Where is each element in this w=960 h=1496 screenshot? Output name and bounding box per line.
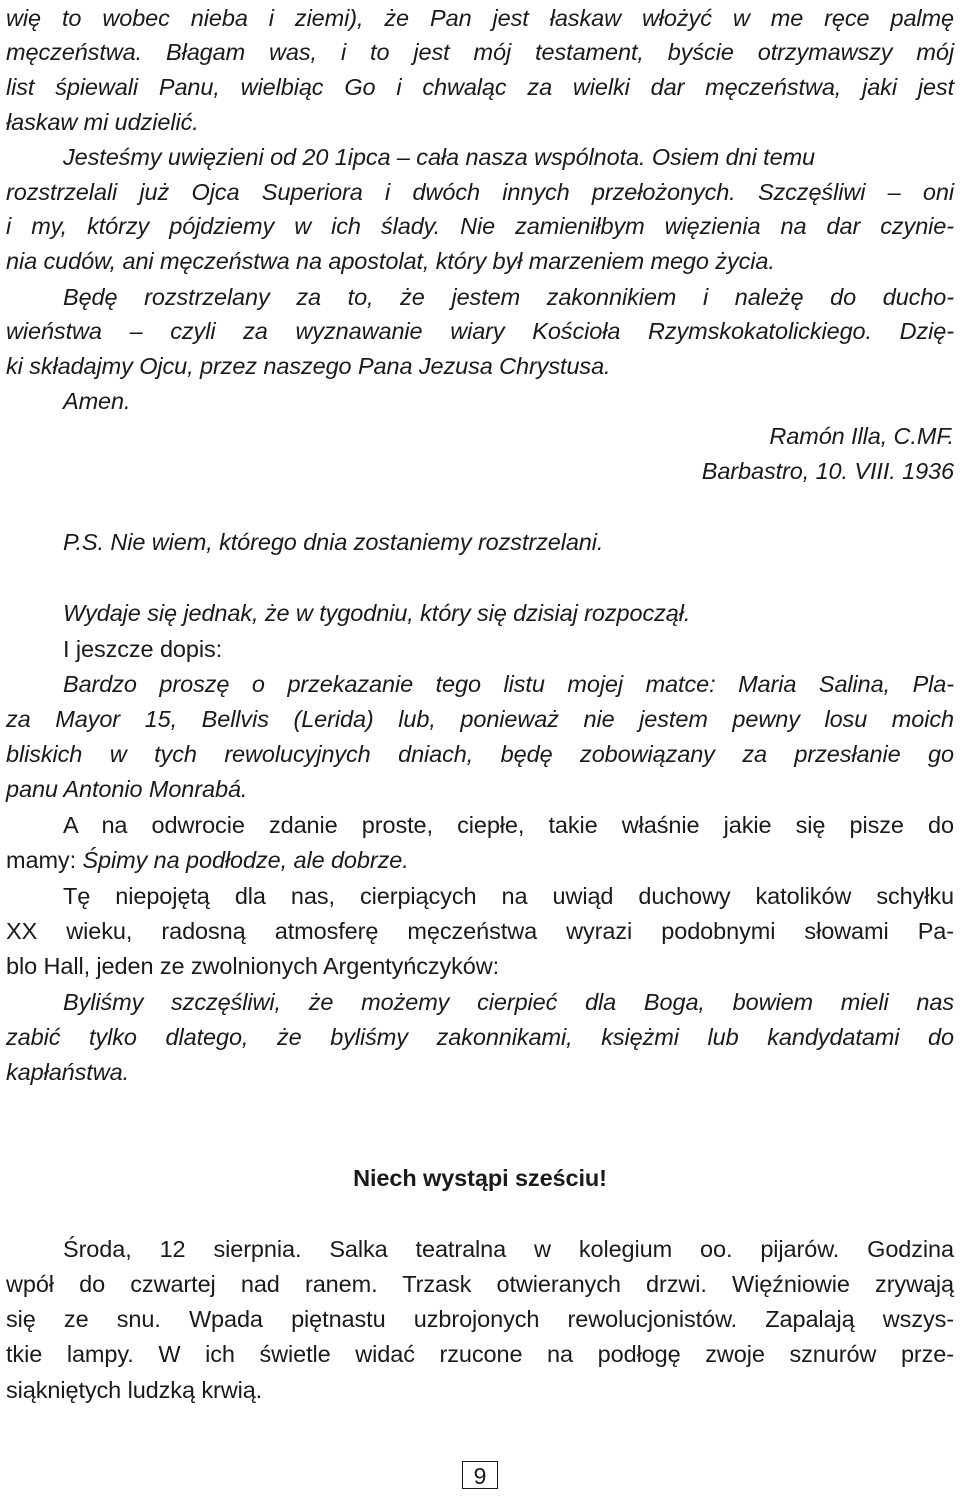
text-line — [63, 808, 954, 843]
text-run: wieństwa – czyli za wyznawanie wiary Kościoła Rzymskokatolickiego. Dzię- — [6, 318, 954, 344]
text-run: bliskich w tych rewolucyjnych dniach, będę zobowiązany za przesłanie go — [6, 741, 954, 767]
text-run: się ze snu. Wpada piętnastu uzbrojonych rewolucjonistów. Zapalają wszys- — [6, 1306, 954, 1332]
text-line — [6, 1055, 954, 1090]
text-line — [63, 1232, 954, 1267]
text-run: Będę rozstrzelany za to, że jestem zakonnikiem i należę do ducho- — [63, 284, 954, 310]
text-run: A na odwrocie zdanie proste, ciepłe, takie właśnie jakie się pisze do — [63, 812, 954, 838]
text-line — [6, 314, 954, 349]
text-line — [6, 244, 954, 279]
text-line — [6, 70, 954, 105]
text-run: siąkniętych ludzką krwią. — [6, 1377, 263, 1403]
text-run: Ramón Illa, C.MF. — [769, 423, 954, 449]
text-run: Barbastro, 10. VIII. 1936 — [701, 458, 954, 484]
text-line — [6, 1020, 954, 1055]
page-number: 9 — [462, 1461, 498, 1489]
text-run: ki składajmy Ojcu, przez naszego Pana Jezusa Chrystusa. — [6, 353, 611, 379]
text-line — [6, 419, 954, 454]
text-run: nia cudów, ani męczeństwa na apostolat, który był marzeniem mego życia. — [6, 248, 775, 274]
text-line — [6, 949, 954, 984]
text-run: list śpiewali Panu, wielbiąc Go i chwaląc za wielki dar męczeństwa, jaki jest — [6, 74, 954, 100]
text-line — [63, 384, 954, 419]
text-run: I jeszcze dopis: — [63, 636, 223, 662]
text-run: P.S. Nie wiem, którego dnia zostaniemy rozstrzelani. — [63, 529, 604, 555]
text-run: Jesteśmy uwięzieni od 20 1ipca – cała nasza wspólnota. Osiem dni temu — [63, 144, 816, 170]
text-line — [6, 702, 954, 737]
text-run: rozstrzelali już Ojca Superiora i dwóch innych przełożonych. Szczęśliwi – oni — [6, 179, 954, 205]
text-line — [6, 1373, 954, 1408]
text-run: i my, którzy pójdziemy w ich ślady. Nie zamieniłbym więzienia na dar czynie- — [6, 213, 954, 239]
text-line — [0, 1161, 960, 1196]
text-line — [6, 1, 954, 36]
text-line — [6, 209, 954, 244]
text-line — [6, 772, 954, 807]
text-run: łaskaw mi udzielić. — [6, 109, 199, 135]
text-line — [63, 879, 954, 914]
text-run: za Mayor 15, Bellvis (Lerida) lub, ponieważ nie jestem pewny losu moich — [6, 706, 954, 732]
text-line — [63, 596, 954, 631]
text-run: zabić tylko dlatego, że byliśmy zakonnikami, księżmi lub kandydatami do — [6, 1024, 954, 1050]
text-run: panu Antonio Monrabá. — [6, 776, 248, 802]
text-run: Tę niepojętą dla nas, cierpiących na uwiąd duchowy katolików schyłku — [63, 883, 954, 909]
text-line — [6, 737, 954, 772]
text-line — [6, 1267, 954, 1302]
text-line — [6, 843, 954, 878]
text-run: wpół do czwartej nad ranem. Trzask otwieranych drzwi. Więźniowie zrywają — [6, 1271, 954, 1297]
text-run: tkie lampy. W ich świetle widać rzucone na podłogę zwoje sznurów prze- — [6, 1341, 954, 1367]
text-run: Środa, 12 sierpnia. Salka teatralna w kolegium oo. pijarów. Godzina — [63, 1236, 954, 1262]
text-run: Śpimy na podłodze, ale dobrze. — [82, 847, 409, 873]
text-run: blo Hall, jeden ze zwolnionych Argentyńczyków: — [6, 953, 500, 979]
text-run: Byliśmy szczęśliwi, że możemy cierpieć dla Boga, bowiem mieli nas — [63, 989, 954, 1015]
text-run: Niech wystąpi sześciu! — [353, 1165, 607, 1191]
text-run: Bardzo proszę o przekazanie tego listu mojej matce: Maria Salina, Pla- — [63, 671, 954, 697]
text-line — [6, 35, 954, 70]
text-line — [6, 175, 954, 210]
text-line — [63, 525, 954, 560]
text-run: Amen. — [63, 388, 131, 414]
text-run: kapłaństwa. — [6, 1059, 129, 1085]
text-run: Wydaje się jednak, że w tygodniu, który się dzisiaj rozpoczął. — [63, 600, 691, 626]
text-line — [6, 914, 954, 949]
text-line — [6, 349, 954, 384]
text-run: mamy: — [6, 847, 83, 873]
text-run: męczeństwa. Błagam was, i to jest mój testament, byście otrzymawszy mój — [6, 39, 954, 65]
text-run: wię to wobec nieba i ziemi), że Pan jest łaskaw włożyć w me ręce palmę — [6, 5, 954, 31]
text-line — [63, 985, 954, 1020]
text-line — [63, 632, 954, 667]
text-run: XX wieku, radosną atmosferę męczeństwa wyrazi podobnymi słowami Pa- — [6, 918, 954, 944]
text-line — [63, 667, 954, 702]
text-line — [6, 454, 954, 489]
text-line — [63, 140, 954, 175]
text-line — [6, 105, 954, 140]
text-line — [6, 1302, 954, 1337]
text-line — [63, 280, 954, 315]
text-line — [6, 1337, 954, 1372]
